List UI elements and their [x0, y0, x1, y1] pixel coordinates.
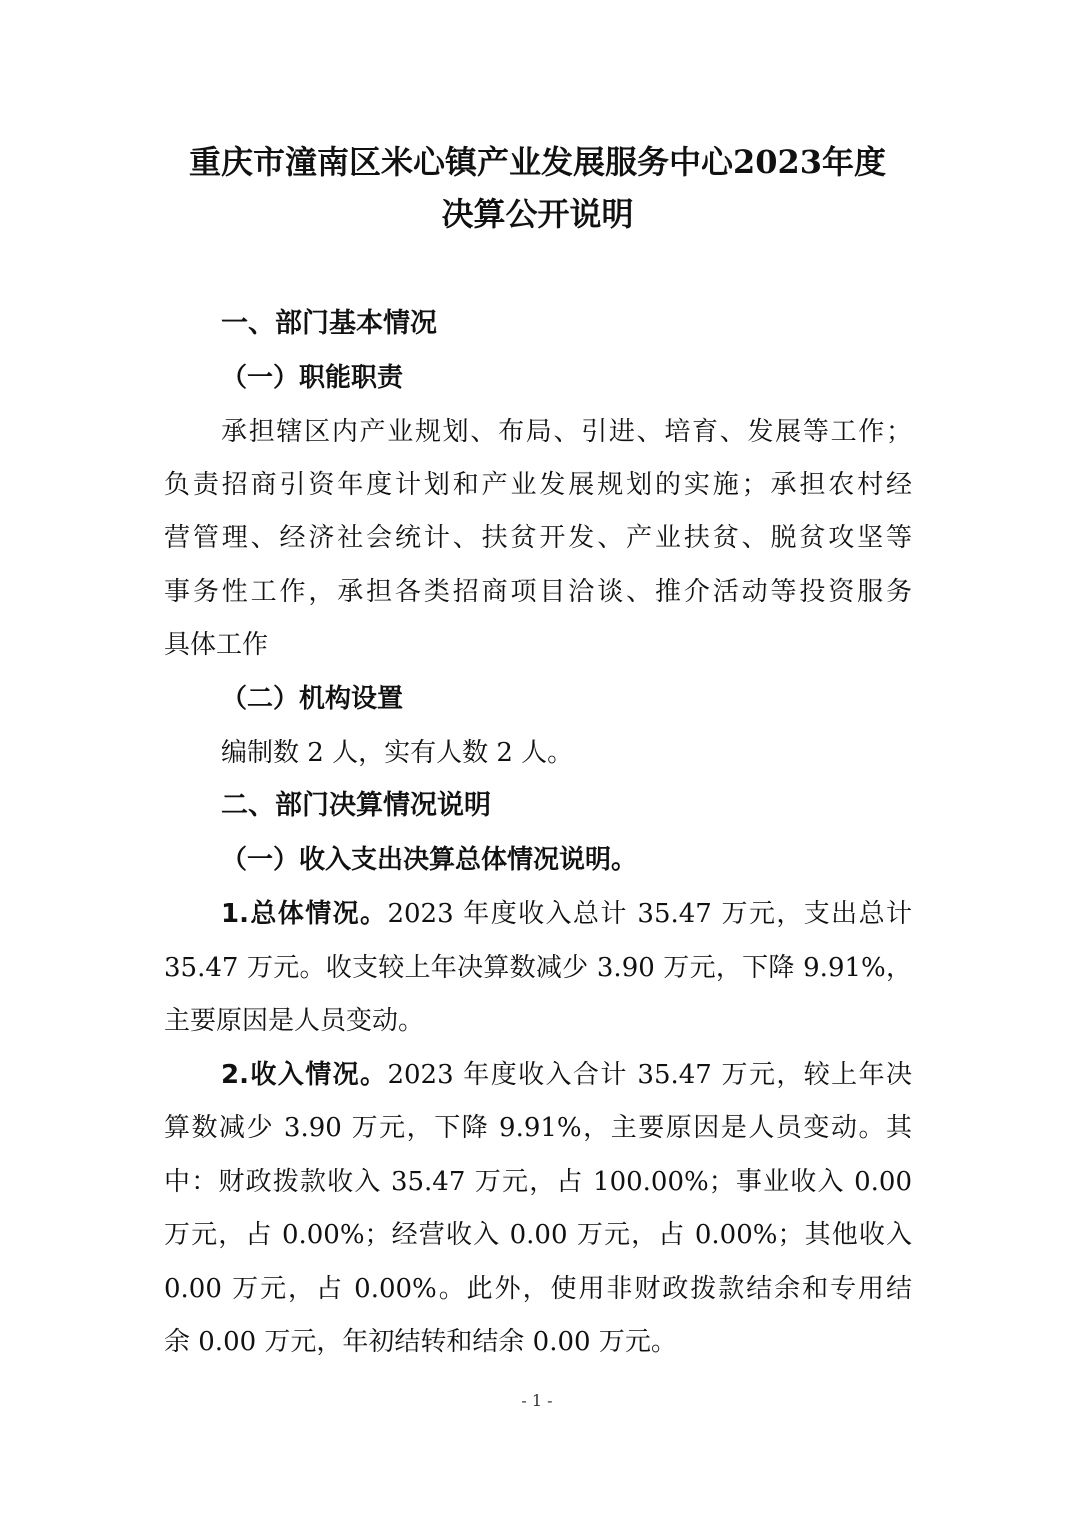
income-paragraph-line-1	[221, 1057, 912, 1093]
duties-line-4: 事务性工作，承担各类招商项目洽谈、推介活动等投资服务	[164, 577, 912, 607]
document-title-line-2: 决算公开说明	[441, 195, 634, 233]
section-2-heading: 二、部门决算情况说明	[221, 790, 491, 821]
section-2-sub-1-heading: （一）收入支出决算总体情况说明。	[221, 845, 638, 875]
document-title-line-1: 重庆市潼南区米心镇产业发展服务中心2023年度	[188, 143, 887, 181]
page-number: - 1 -	[521, 1391, 553, 1410]
overall-paragraph-line-1	[221, 896, 912, 932]
duties-line-2: 负责招商引资年度计划和产业发展规划的实施；承担农村经	[164, 470, 912, 500]
income-paragraph-line-2: 算数减少 3.90 万元，下降 9.91%，主要原因是人员变动。其	[164, 1113, 912, 1143]
income-lead: 2.收入情况。	[221, 1060, 388, 1090]
overall-lead: 1.总体情况。	[221, 899, 388, 929]
section-1-sub-1-heading: （一）职能职责	[221, 363, 404, 393]
staffing-text: 编制数 2 人，实有人数 2 人。	[221, 738, 574, 768]
overall-line-1-text: 2023 年度收入总计 35.47 万元，支出总计	[387, 899, 912, 929]
income-paragraph-line-5: 0.00 万元，占 0.00%。此外，使用非财政拨款结余和专用结	[164, 1274, 912, 1304]
income-paragraph-line-3: 中：财政拨款收入 35.47 万元，占 100.00%；事业收入 0.00	[164, 1167, 912, 1197]
section-1-sub-2-heading: （二）机构设置	[221, 684, 404, 714]
duties-line-3: 营管理、经济社会统计、扶贫开发、产业扶贫、脱贫攻坚等	[164, 523, 912, 553]
duties-line-5: 具体工作	[164, 630, 269, 660]
section-1-heading: 一、部门基本情况	[221, 308, 437, 339]
income-line-1-text: 2023 年度收入合计 35.47 万元，较上年决	[387, 1060, 912, 1090]
overall-paragraph-line-3: 主要原因是人员变动。	[164, 1006, 425, 1036]
income-paragraph-line-4: 万元，占 0.00%；经营收入 0.00 万元，占 0.00%；其他收入	[164, 1220, 912, 1250]
overall-paragraph-line-2: 35.47 万元。收支较上年决算数减少 3.90 万元，下降 9.91%，	[164, 953, 912, 983]
duties-line-1: 承担辖区内产业规划、布局、引进、培育、发展等工作；	[221, 417, 912, 447]
income-paragraph-line-6: 余 0.00 万元，年初结转和结余 0.00 万元。	[164, 1327, 677, 1357]
